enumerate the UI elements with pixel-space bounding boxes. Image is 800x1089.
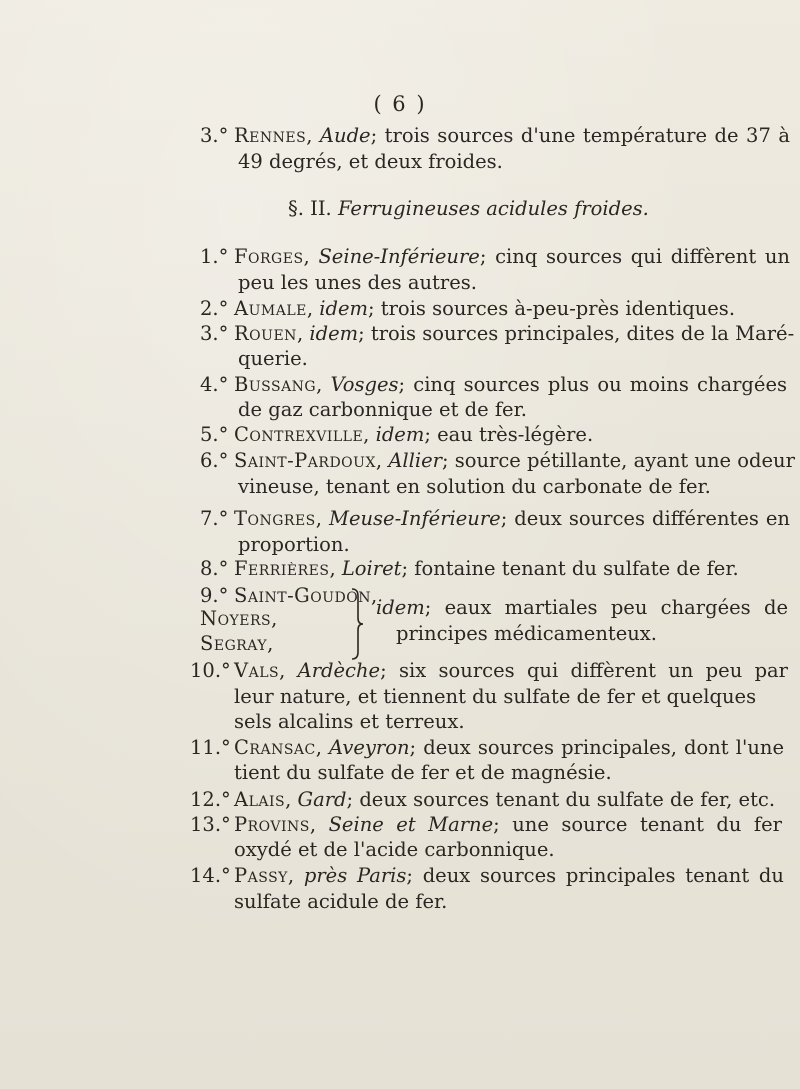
entry-continuation: tient du sulfate de fer et de magnésie. xyxy=(234,761,612,784)
place-name: Noyers, xyxy=(200,607,278,630)
entry-number: 12.° xyxy=(190,788,231,811)
place-name: Forges xyxy=(234,245,304,268)
page-number: ( 6 ) xyxy=(373,92,427,116)
entry-description: ; cinq sources qui diffèrent un xyxy=(479,245,790,268)
place-name: Rouen xyxy=(234,322,297,345)
entry-line: 3.° Rouen, idem; trois sources principales, dites de la Maré- xyxy=(200,322,795,345)
department: Aude xyxy=(319,124,371,147)
department: Seine et Marne xyxy=(328,813,494,836)
brace-group xyxy=(200,584,788,664)
entry-description: ; fontaine tenant du sulfate de fer. xyxy=(401,557,739,580)
place-name: Aumale xyxy=(234,297,307,320)
entry-continuation: querie. xyxy=(238,347,308,370)
department: idem xyxy=(319,297,368,320)
department: Ardèche xyxy=(297,659,381,682)
entry-continuation: sels alcalins et terreux. xyxy=(234,710,465,733)
place-name: Saint-Goudon, xyxy=(234,584,378,607)
entry-number: 2.° xyxy=(200,297,229,320)
department: près Paris xyxy=(303,864,407,887)
entry-line: 2.° Aumale, idem; trois sources à-peu-près identiques. xyxy=(200,297,736,320)
department: Aveyron xyxy=(329,736,410,759)
entry-line: 6.° Saint-Pardoux, Allier; source pétillante, ayant une odeur xyxy=(200,449,795,472)
entry-description: ; trois sources à-peu-près identiques. xyxy=(368,297,736,320)
entry-description: ; source pétillante, ayant une odeur xyxy=(441,449,795,472)
entry-line xyxy=(376,596,788,620)
entry-line: 11.° Cransac, Aveyron; deux sources principales, dont l'une xyxy=(190,736,784,759)
entry-line: 12.° Alais, Gard; deux sources tenant du sulfate de fer, etc. xyxy=(190,788,776,811)
entry-continuation: leur nature, et tiennent du sulfate de fer et quelques xyxy=(234,685,757,708)
place-name: Ferrières xyxy=(234,557,330,580)
entry-number: 14.° xyxy=(190,864,231,887)
entry-continuation: principes médicamenteux. xyxy=(396,622,658,645)
place-name: Saint-Pardoux xyxy=(234,449,376,472)
entry-line: 5.° Contrexville, idem; eau très-légère. xyxy=(200,423,594,446)
entry-description: ; deux sources différentes en xyxy=(500,507,790,530)
department: idem xyxy=(375,423,425,446)
entry-description: ; trois sources d'une température de 37 à xyxy=(370,124,790,147)
entry-number: 9.° xyxy=(200,584,229,607)
entry-description: ; six sources qui diffèrent un peu par xyxy=(380,659,788,682)
entry-description: ; une source tenant du fer xyxy=(493,813,782,836)
department: Seine-Inférieure xyxy=(318,245,480,268)
entry-continuation: de gaz carbonnique et de fer. xyxy=(238,398,527,421)
place-name: Contrexville xyxy=(234,423,364,446)
entry-continuation: peu les unes des autres. xyxy=(238,271,477,294)
entry-number: 10.° xyxy=(190,659,231,682)
entry-number: 6.° xyxy=(200,449,229,472)
department: Loiret xyxy=(341,557,402,580)
place-name: Segray, xyxy=(200,632,274,655)
department: Allier xyxy=(388,449,442,472)
place-name: Vals xyxy=(234,659,280,682)
entry-description: ; deux sources principales tenant du xyxy=(406,864,784,887)
place-name: Bussang xyxy=(234,373,317,396)
entry-continuation: oxydé et de l'acide carbonnique. xyxy=(234,838,555,861)
entry-number: 13.° xyxy=(190,813,231,836)
entry-continuation: sulfate acidule de fer. xyxy=(234,890,448,913)
entry-number: 3.° xyxy=(200,124,229,147)
section-title: Ferrugineuses acidules froides. xyxy=(337,197,649,220)
entry-description: ; eau très-légère. xyxy=(424,423,594,446)
entry-line: 13.° Provins, Seine et Marne; une source tenant du fer xyxy=(190,813,782,836)
entry-number: 4.° xyxy=(200,373,229,396)
entry-number: 7.° xyxy=(200,507,229,530)
place-name: Rennes xyxy=(234,124,307,147)
entry-description: ; trois sources principales, dites de la Maré- xyxy=(358,322,795,345)
entry-number: 5.° xyxy=(200,423,229,446)
entry-description: ; deux sources tenant du sulfate de fer, etc. xyxy=(346,788,776,811)
entry-line: 8.° Ferrières, Loiret; fontaine tenant du sulfate de fer. xyxy=(200,557,739,580)
department: idem xyxy=(309,322,359,345)
entry-number: 3.° xyxy=(200,322,229,345)
entry-number: 11.° xyxy=(190,736,231,759)
entry-description: ; eaux martiales peu chargées de xyxy=(424,596,788,619)
department: Meuse-Inférieure xyxy=(328,507,501,530)
entry-description: ; cinq sources plus ou moins chargées xyxy=(398,373,787,396)
entry-line: 10.° Vals, Ardèche; six sources qui diffèrent un peu par xyxy=(190,659,788,682)
curly-brace-icon xyxy=(350,588,364,660)
entry-line: 7.° Tongres, Meuse-Inférieure; deux sources différentes en xyxy=(200,507,790,530)
entry-continuation: proportion. xyxy=(238,533,350,556)
section-heading xyxy=(288,197,649,221)
entry-line: 4.° Bussang, Vosges; cinq sources plus ou moins chargées xyxy=(200,373,787,396)
department: Vosges xyxy=(330,373,399,396)
entry-continuation: 49 degrés, et deux froides. xyxy=(238,150,503,173)
entry-number: 1.° xyxy=(200,245,229,268)
place-name: Cransac xyxy=(234,736,316,759)
entry-line: 14.° Passy, près Paris; deux sources principales tenant du xyxy=(190,864,784,887)
place-name: Alais xyxy=(234,788,286,811)
entry-line: 3.° Rennes, Aude; trois sources d'une température de 37 à xyxy=(200,124,790,147)
entry-description: ; deux sources principales, dont l'une xyxy=(409,736,784,759)
place-name: Passy xyxy=(234,864,288,887)
department: idem xyxy=(376,596,425,619)
place-name: Tongres xyxy=(234,507,316,530)
entry-number: 8.° xyxy=(200,557,229,580)
department: Gard xyxy=(297,788,347,811)
place-name: Provins xyxy=(234,813,310,836)
entry-continuation: vineuse, tenant en solution du carbonate de fer. xyxy=(238,475,711,498)
section-number: §. II. xyxy=(288,197,332,220)
entry-line: 1.° Forges, Seine-Inférieure; cinq sources qui diffèrent un xyxy=(200,245,790,268)
